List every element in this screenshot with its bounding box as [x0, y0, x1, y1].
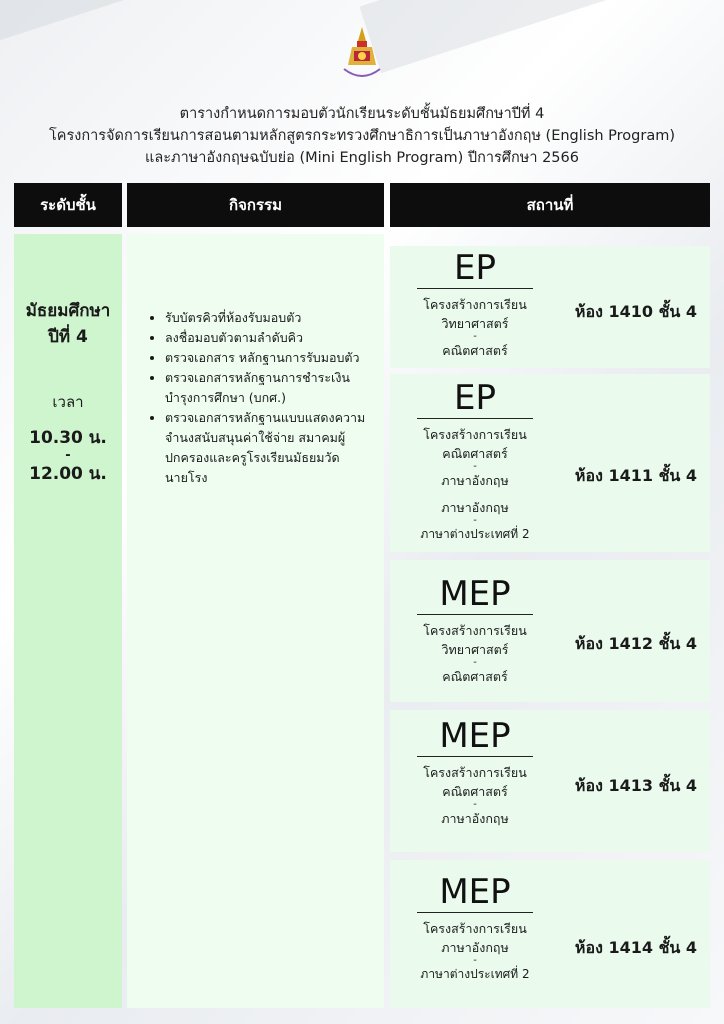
room-card-mep-3: MEP โครงสร้างการเรียน ภาษาอังกฤษ - ภาษาต่างประเทศที่ 2 ห้อง 1414 ชั้น 4	[390, 860, 710, 1008]
program-underline	[417, 614, 533, 615]
subject: ภาษาอังกฤษ	[441, 811, 509, 826]
level-column	[14, 234, 122, 1008]
structure-label: โครงสร้างการเรียน	[423, 765, 527, 780]
program-name: MEP	[439, 574, 511, 614]
page-title	[0, 103, 724, 169]
title-line-2: โครงการจัดการเรียนการสอนตามหลักสูตรกระทรวงศึกษาธิการเป็นภาษาอังกฤษ (English Program)	[48, 128, 676, 144]
time-end: 12.00 น.	[29, 464, 107, 484]
subject: ภาษาอังกฤษ	[441, 940, 509, 955]
subject: ภาษาต่างประเทศที่ 2	[420, 967, 530, 981]
activity-item: • ตรวจเอกสารหลักฐานแบบแสดงความจำนงสนับสนุนค่าใช้จ่าย สมาคมผู้ปกครองและครูโรงเรียนมัธยมวัดนายโรง	[165, 408, 375, 488]
program-underline	[417, 418, 533, 419]
title-line-1: ตารางกำหนดการมอบตัวนักเรียนระดับชั้นมัธยมศึกษาปีที่ 4	[179, 106, 545, 122]
structure-label: โครงสร้างการเรียน	[423, 427, 527, 442]
structure-label: โครงสร้างการเรียน	[423, 297, 527, 312]
subject: คณิตศาสตร์	[442, 343, 508, 358]
activity-item: • รับบัตรคิวที่ห้องรับมอบตัว	[165, 308, 375, 328]
activity-item: • ตรวจเอกสารหลักฐานการชำระเงิน บำรุงการศึกษา (บกศ.)	[165, 368, 375, 408]
level-year: ปีที่ 4	[48, 327, 88, 347]
structure-label: โครงสร้างการเรียน	[423, 623, 527, 638]
room-card-ep-2: EP โครงสร้างการเรียน คณิตศาสตร์ - ภาษาอังกฤษ ภาษาอังกฤษ - ภาษาต่างประเทศที่ 2 ห้อง 1411 ชั้น 4	[390, 374, 710, 552]
room-number: ห้อง 1414 ชั้น 4	[574, 938, 698, 957]
subject: ภาษาอังกฤษ	[441, 500, 509, 515]
title-line-3: และภาษาอังกฤษฉบับย่อ (Mini English Program) ปีการศึกษา 2566	[145, 150, 579, 166]
header-level: ระดับชั้น	[14, 183, 122, 227]
subject: ภาษาอังกฤษ	[441, 473, 509, 488]
room-card-mep-2: MEP โครงสร้างการเรียน คณิตศาสตร์ - ภาษาอังกฤษ ห้อง 1413 ชั้น 4	[390, 710, 710, 852]
activity-item: • ลงชื่อมอบตัวตามลำดับคิว	[165, 328, 375, 348]
program-underline	[417, 912, 533, 913]
subject: คณิตศาสตร์	[442, 446, 508, 461]
room-number: ห้อง 1410 ชั้น 4	[574, 302, 698, 321]
time-dash: -	[65, 448, 71, 463]
subject: วิทยาศาสตร์	[441, 642, 509, 657]
program-name: EP	[454, 378, 496, 418]
room-number: ห้อง 1413 ชั้น 4	[574, 776, 698, 795]
activity-column	[127, 234, 384, 1008]
program-underline	[417, 288, 533, 289]
program-name: MEP	[439, 716, 511, 756]
time-start: 10.30 น.	[29, 428, 107, 448]
structure-label: โครงสร้างการเรียน	[423, 921, 527, 936]
school-crest-logo	[338, 25, 386, 85]
level-name: มัธยมศึกษา	[25, 301, 111, 321]
time-label: เวลา	[52, 393, 84, 411]
program-name: EP	[454, 248, 496, 288]
subject: วิทยาศาสตร์	[441, 316, 509, 331]
header-place: สถานที่	[390, 183, 710, 227]
subject: คณิตศาสตร์	[442, 669, 508, 684]
room-number: ห้อง 1412 ชั้น 4	[574, 634, 698, 653]
subject: คณิตศาสตร์	[442, 784, 508, 799]
activity-list	[127, 308, 375, 488]
room-number: ห้อง 1411 ชั้น 4	[574, 466, 698, 485]
activity-item: • ตรวจเอกสาร หลักฐานการรับมอบตัว	[165, 348, 375, 368]
header-activity: กิจกรรม	[127, 183, 384, 227]
room-card-ep-1: EP โครงสร้างการเรียน วิทยาศาสตร์ - คณิตศาสตร์ ห้อง 1410 ชั้น 4	[390, 246, 710, 368]
subject: ภาษาต่างประเทศที่ 2	[420, 527, 530, 541]
room-card-mep-1: MEP โครงสร้างการเรียน วิทยาศาสตร์ - คณิตศาสตร์ ห้อง 1412 ชั้น 4	[390, 560, 710, 702]
program-name: MEP	[439, 872, 511, 912]
program-underline	[417, 756, 533, 757]
